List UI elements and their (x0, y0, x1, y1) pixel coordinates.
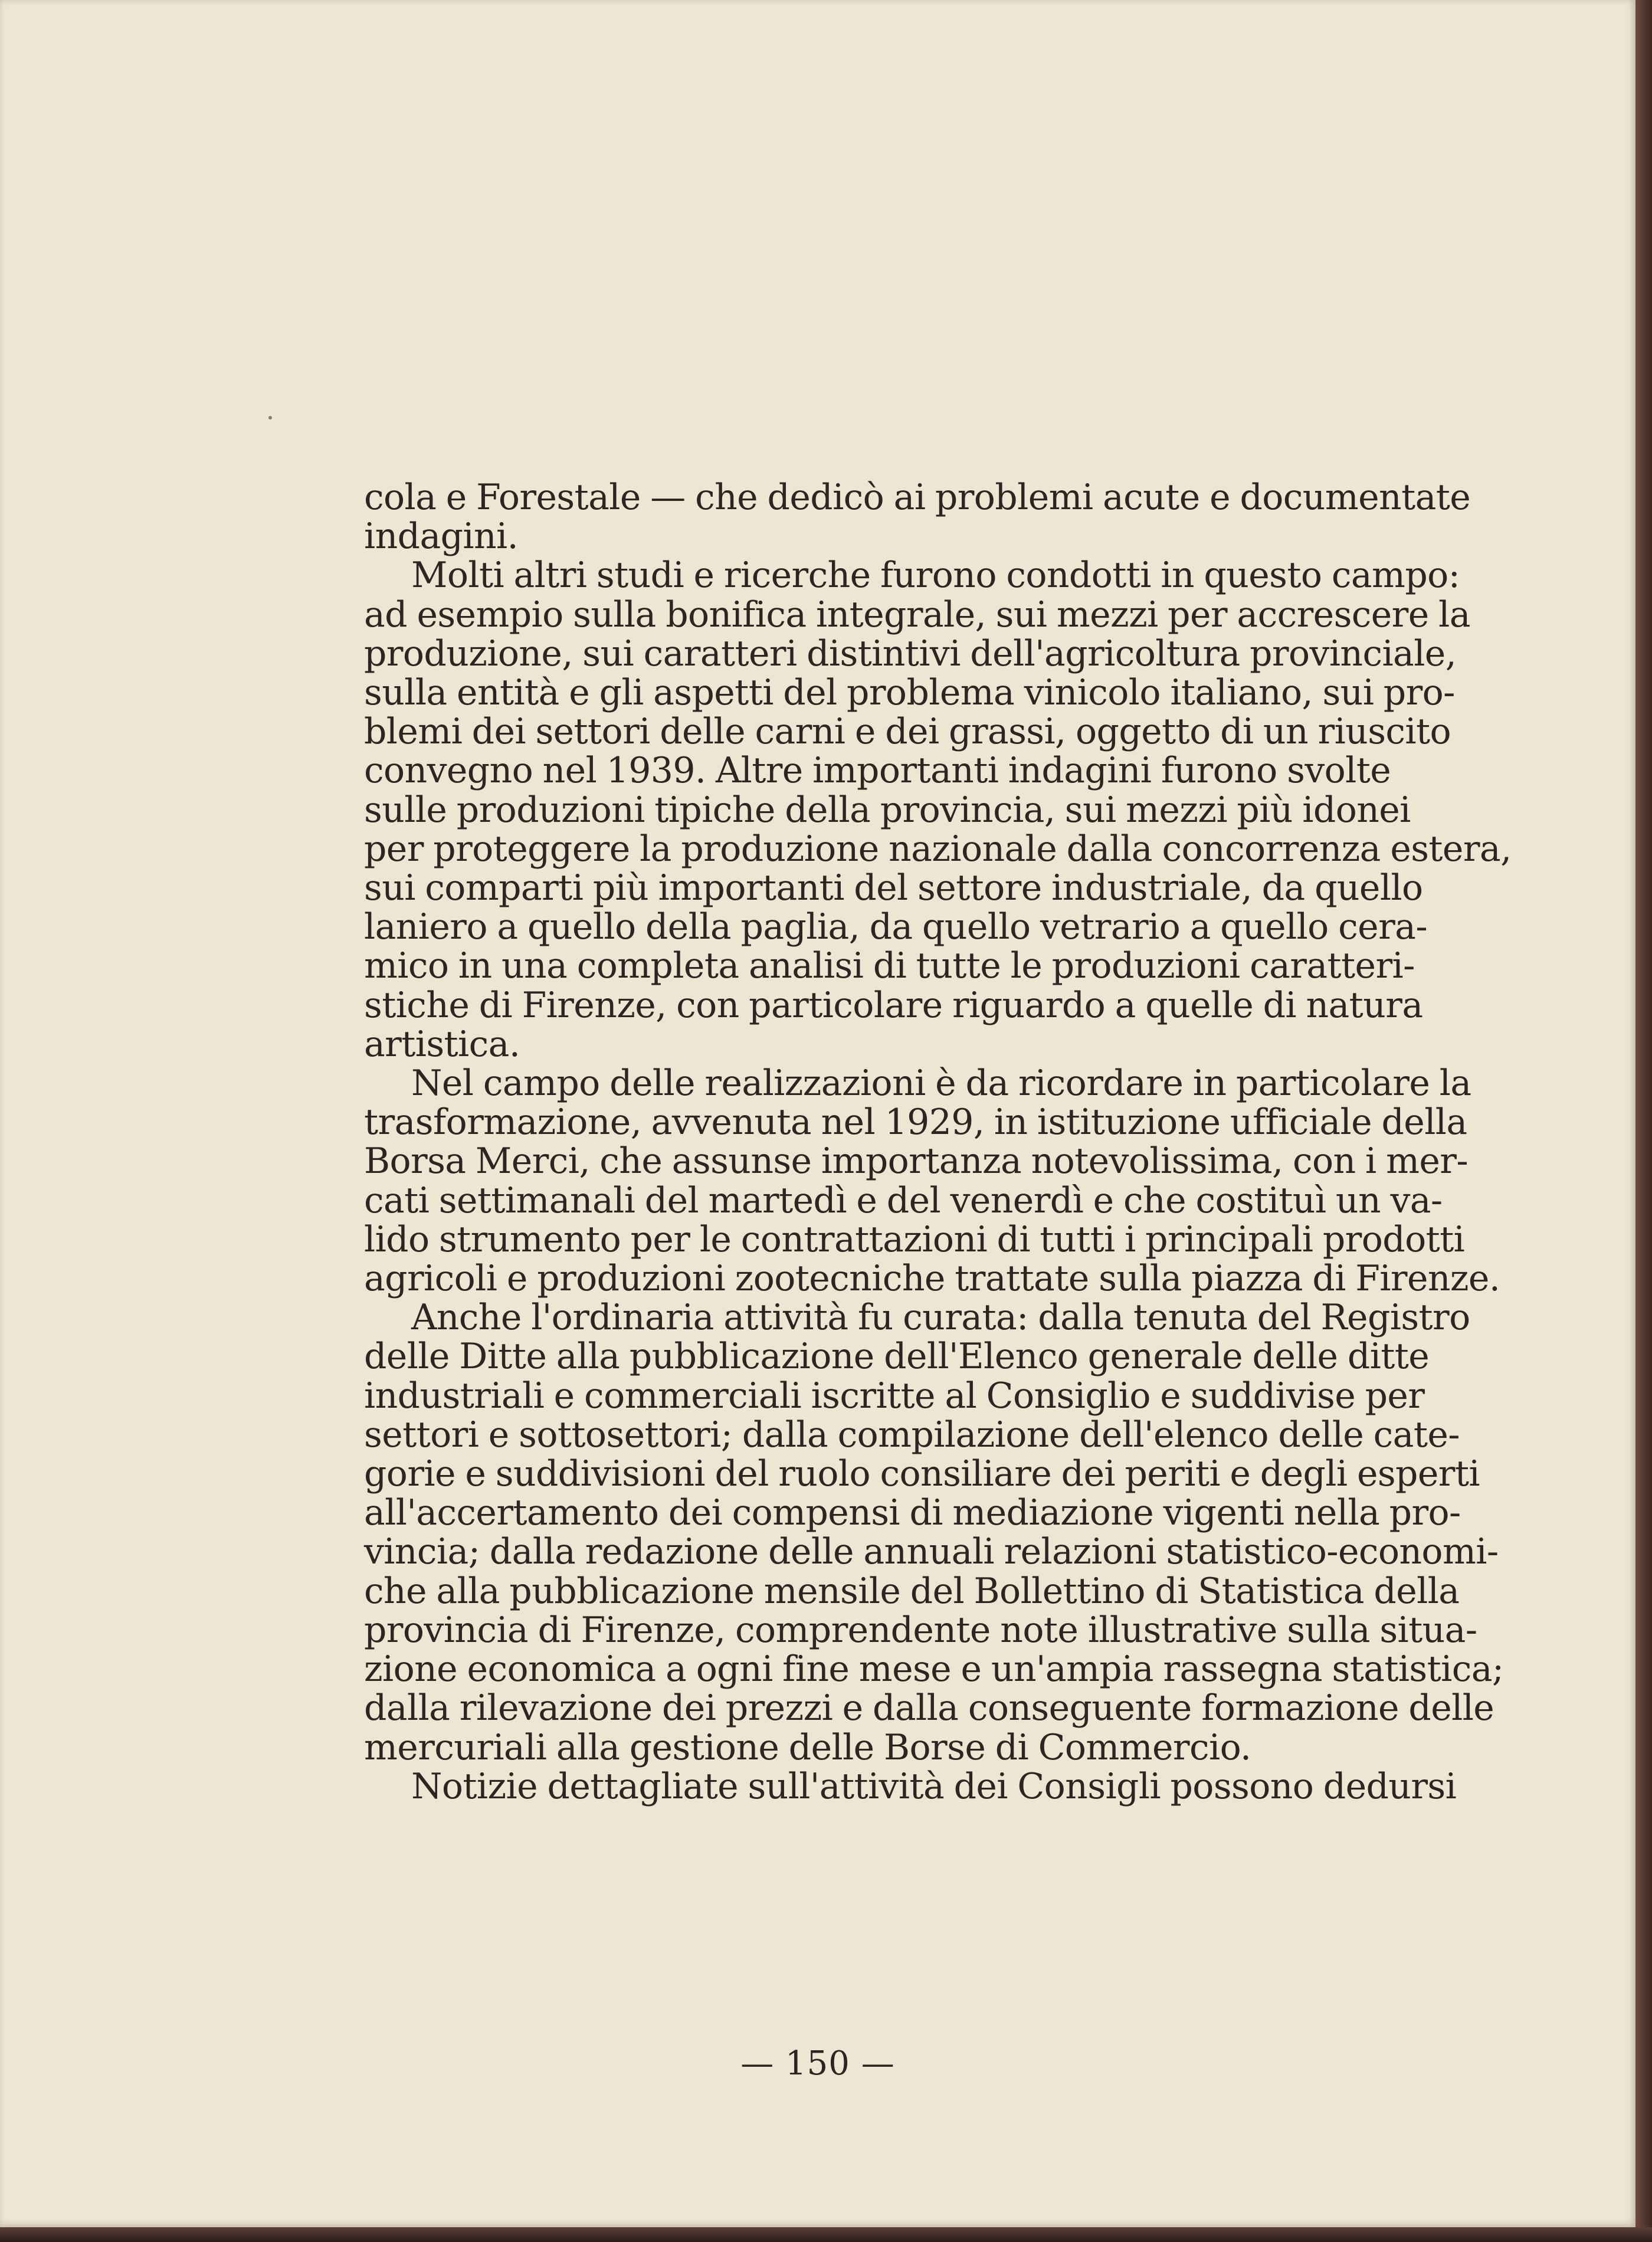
text-line: sulle produzioni tipiche della provincia, sui mezzi più idonei (364, 789, 1411, 831)
text-line: trasformazione, avvenuta nel 1929, in istituzione ufficiale della (364, 1102, 1467, 1143)
text-line: provincia di Firenze, comprendente note illustrative sulla situa- (364, 1609, 1477, 1651)
text-line: per proteggere la produzione nazionale dalla concorrenza estera, (364, 828, 1512, 870)
text-line: gorie e suddivisioni del ruolo consiliare dei periti e degli esperti (364, 1453, 1480, 1495)
text-line: agricoli e produzioni zootecniche trattate sulla piazza di Firenze. (364, 1258, 1500, 1300)
page-number: — 150 — (740, 2044, 895, 2083)
text-line: ad esempio sulla bonifica integrale, sui mezzi per accrescere la (364, 594, 1470, 635)
text-line: laniero a quello della paglia, da quello vetrario a quello cera- (364, 906, 1428, 948)
text-line: Nel campo delle realizzazioni è da ricordare in particolare la (411, 1063, 1471, 1104)
text-line: settori e sottosettori; dalla compilazione dell'elenco delle cate- (364, 1414, 1460, 1456)
text-line: Molti altri studi e ricerche furono condotti in questo campo: (411, 555, 1460, 596)
text-line: artistica. (364, 1023, 520, 1065)
text-line: Borsa Merci, che assunse importanza notevolissima, con i mer- (364, 1140, 1469, 1182)
text-line: all'accertamento dei compensi di mediazione vigenti nella pro- (364, 1492, 1461, 1534)
text-line: Notizie dettagliate sull'attività dei Consigli possono dedursi (411, 1765, 1457, 1807)
text-line: vincia; dalla redazione delle annuali relazioni statistico-economi- (364, 1531, 1499, 1573)
text-line: dalla rilevazione dei prezzi e dalla conseguente formazione delle (364, 1687, 1494, 1729)
text-line: zione economica a ogni fine mese e un'ampia rassegna statistica; (364, 1648, 1504, 1690)
text-line: sui comparti più importanti del settore industriale, da quello (364, 867, 1423, 909)
text-line: cati settimanali del martedì e del venerdì e che costituì un va- (364, 1179, 1443, 1221)
text-line: cola e Forestale — che dedicò ai problemi acute e documentate (364, 477, 1471, 518)
text-line: mercuriali alla gestione delle Borse di Commercio. (364, 1726, 1251, 1768)
paper-right-edge (1635, 0, 1652, 2242)
text-line: convegno nel 1939. Altre importanti indagini furono svolte (364, 750, 1391, 792)
text-line: blemi dei settori delle carni e dei grassi, oggetto di un riuscito (364, 711, 1451, 753)
text-line: indagini. (364, 516, 519, 558)
text-line: produzione, sui caratteri distintivi dell'agricoltura provinciale, (364, 632, 1457, 674)
text-line: stiche di Firenze, con particolare riguardo a quelle di natura (364, 984, 1423, 1026)
text-line: Anche l'ordinaria attività fu curata: dalla tenuta del Registro (411, 1297, 1470, 1339)
text-line: industriali e commerciali iscritte al Consiglio e suddivise per (364, 1375, 1425, 1417)
text-line: mico in una completa analisi di tutte le produzioni caratteri- (364, 945, 1415, 987)
body-text (364, 477, 1512, 1807)
text-line: sulla entità e gli aspetti del problema vinicolo italiano, sui pro- (364, 672, 1455, 714)
text-line: lido strumento per le contrattazioni di tutti i principali prodotti (364, 1218, 1465, 1260)
text-line: delle Ditte alla pubblicazione dell'Elenco generale delle ditte (364, 1336, 1430, 1378)
paper-bottom-edge (0, 2227, 1652, 2242)
ink-speck (268, 416, 272, 419)
text-line: che alla pubblicazione mensile del Bollettino di Statistica della (364, 1570, 1460, 1612)
